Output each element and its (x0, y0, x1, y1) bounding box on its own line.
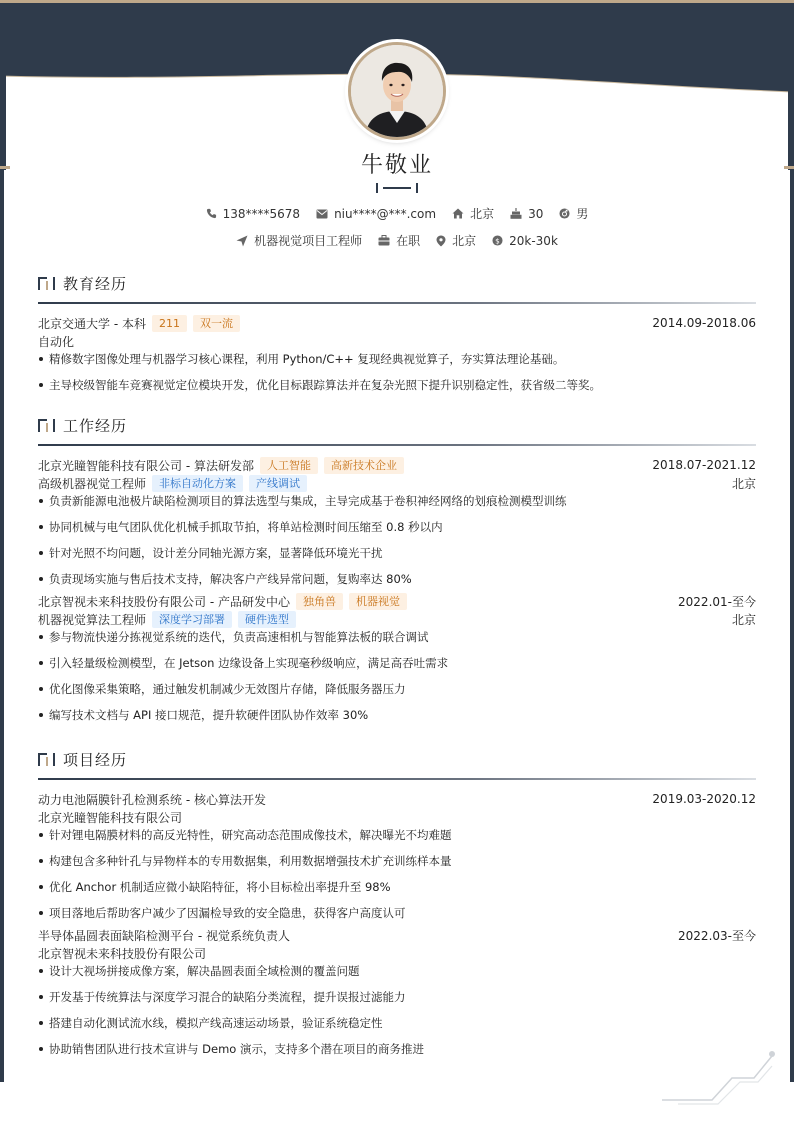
role-text: 高级机器视觉工程师 (38, 476, 147, 491)
age-text: 30 (528, 206, 544, 221)
age-item (510, 207, 543, 221)
role-row (38, 474, 756, 492)
projects-section (38, 748, 756, 1066)
list-item: 优化图像采集策略，通过触发机制减少无效图片存储，降低服务器压力 (38, 680, 756, 706)
contact-info-row (0, 205, 794, 222)
project-entry-head (38, 790, 756, 808)
phone-icon (206, 208, 217, 219)
projects-title-text: 项目经历 (63, 750, 128, 769)
work-entry (38, 456, 756, 588)
project-name: 半导体晶圆表面缺陷检测平台 - 视觉系统负责人 (38, 928, 290, 943)
role-text: 机器视觉算法工程师 (38, 612, 147, 627)
city-text: 北京 (470, 207, 495, 221)
city-item (452, 205, 494, 222)
education-date: 2014.09-2018.06 (652, 316, 756, 330)
status-text: 在职 (396, 234, 421, 248)
list-item: 引入轻量级检测模型，在 Jetson 边缘设备上实现毫秒级响应，满足高吞吐需求 (38, 654, 756, 680)
svg-text:$: $ (495, 236, 500, 246)
section-title-icon (38, 752, 55, 766)
corner-circuit-decoration (658, 1046, 778, 1106)
project-entry (38, 790, 756, 922)
list-item: 精修数字图像处理与机器学习核心课程，利用 Python/C++ 复现经典视觉算子，夯实算法理论基础。 (38, 350, 756, 376)
money-icon (492, 235, 503, 246)
education-entry (38, 314, 756, 402)
gender-icon (559, 208, 570, 219)
project-bullets (38, 826, 756, 922)
section-title-icon (38, 418, 55, 432)
right-frame-line (790, 170, 794, 1082)
project-company-row (38, 944, 756, 962)
list-item: 负责现场实施与售后技术支持，解决客户产线异常问题，复购率达 80% (38, 570, 756, 588)
work-date: 2018.07-2021.12 (652, 458, 756, 472)
name-divider-ornament (375, 183, 419, 193)
company-name: 北京光瞳智能科技有限公司 - 算法研发部 (38, 458, 254, 473)
company-tag: 人工智能 (260, 457, 318, 474)
location-pin-icon (436, 235, 446, 247)
project-bullets (38, 962, 756, 1066)
work-entry-head (38, 456, 756, 474)
major-row (38, 332, 756, 350)
project-company: 北京光瞳智能科技有限公司 (38, 810, 183, 825)
section-divider (38, 778, 756, 780)
work-location: 北京 (731, 476, 756, 491)
role-tag: 硬件选型 (238, 611, 296, 628)
role-row (38, 610, 756, 628)
school-name: 北京交通大学 - 本科 (38, 316, 146, 331)
work-location: 北京 (731, 612, 756, 627)
work-bullets (38, 628, 756, 732)
list-item: 优化 Anchor 机制适应微小缺陷特征，将小目标检出率提升至 98% (38, 878, 756, 904)
work-section-title (38, 414, 756, 436)
work-section (38, 414, 756, 732)
role-tag: 深度学习部署 (152, 611, 232, 628)
work-entry (38, 592, 756, 732)
expected-city-item (436, 232, 476, 249)
company-tag: 独角兽 (296, 593, 343, 610)
mail-icon (316, 209, 328, 219)
work-title-text: 工作经历 (63, 416, 128, 435)
job-title-text: 机器视觉项目工程师 (254, 234, 363, 248)
cake-icon (510, 208, 522, 219)
left-frame-line (0, 170, 4, 1082)
company-name: 北京智视未来科技股份有限公司 - 产品研发中心 (38, 594, 290, 609)
work-entry-head (38, 592, 756, 610)
section-title-icon (38, 276, 55, 290)
phone-item (206, 207, 300, 221)
section-divider (38, 444, 756, 446)
list-item: 开发基于传统算法与深度学习混合的缺陷分类流程，提升误报过滤能力 (38, 988, 756, 1014)
education-title-text: 教育经历 (63, 274, 128, 293)
briefcase-icon (378, 235, 390, 246)
project-company-row (38, 808, 756, 826)
education-bullets (38, 350, 756, 402)
list-item: 协同机械与电气团队优化机械手抓取节拍，将单站检测时间压缩至 0.8 秒以内 (38, 518, 756, 544)
education-section (38, 272, 756, 402)
work-date: 2022.01-至今 (678, 594, 756, 609)
list-item: 协助销售团队进行技术宣讲与 Demo 演示，支持多个潜在项目的商务推进 (38, 1040, 756, 1066)
education-entry-head (38, 314, 756, 332)
project-entry-head (38, 926, 756, 944)
candidate-name: 牛敬业 (360, 153, 433, 178)
section-divider (38, 302, 756, 304)
send-icon (236, 235, 248, 247)
company-tag: 机器视觉 (349, 593, 407, 610)
role-tag: 产线调试 (249, 475, 307, 492)
list-item: 项目落地后帮助客户减少了因漏检导致的安全隐患，获得客户高度认可 (38, 904, 756, 922)
phone-text: 138****5678 (222, 206, 301, 221)
list-item: 主导校级智能车竞赛视觉定位模块开发，优化目标跟踪算法并在复杂光照下提升识别稳定性，获省级二等奖。 (38, 376, 756, 402)
gender-text: 男 (576, 207, 589, 221)
role-tag: 非标自动化方案 (152, 475, 243, 492)
education-section-title (38, 272, 756, 294)
project-date: 2019.03-2020.12 (652, 792, 756, 806)
job-title-item (236, 232, 362, 249)
list-item: 搭建自动化测试流水线，模拟产线高速运动场景，验证系统稳定性 (38, 1014, 756, 1040)
projects-section-title (38, 748, 756, 770)
email-text: niu****@***.com (334, 206, 437, 221)
avatar (348, 42, 446, 140)
list-item: 针对锂电隔膜材料的高反光特性，研究高动态范围成像技术，解决曝光不均难题 (38, 826, 756, 852)
list-item: 负责新能源电池极片缺陷检测项目的算法选型与集成，主导完成基于卷积神经网络的划痕检测模型训练 (38, 492, 756, 518)
school-tag: 双一流 (193, 315, 240, 332)
job-info-row (0, 232, 794, 249)
gender-item (559, 205, 588, 222)
project-company: 北京智视未来科技股份有限公司 (38, 946, 207, 961)
company-tag: 高新技术企业 (324, 457, 404, 474)
list-item: 编写技术文档与 API 接口规范，提升软硬件团队协作效率 30% (38, 706, 756, 732)
school-tag: 211 (152, 315, 187, 332)
project-date: 2022.03-至今 (678, 928, 756, 943)
expected-city-text: 北京 (452, 234, 477, 248)
salary-item (492, 234, 558, 248)
list-item: 针对光照不均问题，设计差分同轴光源方案，显著降低环境光干扰 (38, 544, 756, 570)
list-item: 构建包含多种针孔与异物样本的专用数据集，利用数据增强技术扩充训练样本量 (38, 852, 756, 878)
email-item (316, 207, 436, 221)
work-bullets (38, 492, 756, 588)
salary-text: 20k-30k (509, 233, 558, 248)
project-name: 动力电池隔膜针孔检测系统 - 核心算法开发 (38, 792, 266, 807)
status-item (378, 232, 420, 249)
list-item: 参与物流快递分拣视觉系统的迭代，负责高速相机与智能算法板的联合调试 (38, 628, 756, 654)
major-text: 自动化 (38, 334, 75, 349)
list-item: 设计大视场拼接成像方案，解决晶圆表面全域检测的覆盖问题 (38, 962, 756, 988)
home-icon (452, 208, 464, 219)
project-entry (38, 926, 756, 1066)
